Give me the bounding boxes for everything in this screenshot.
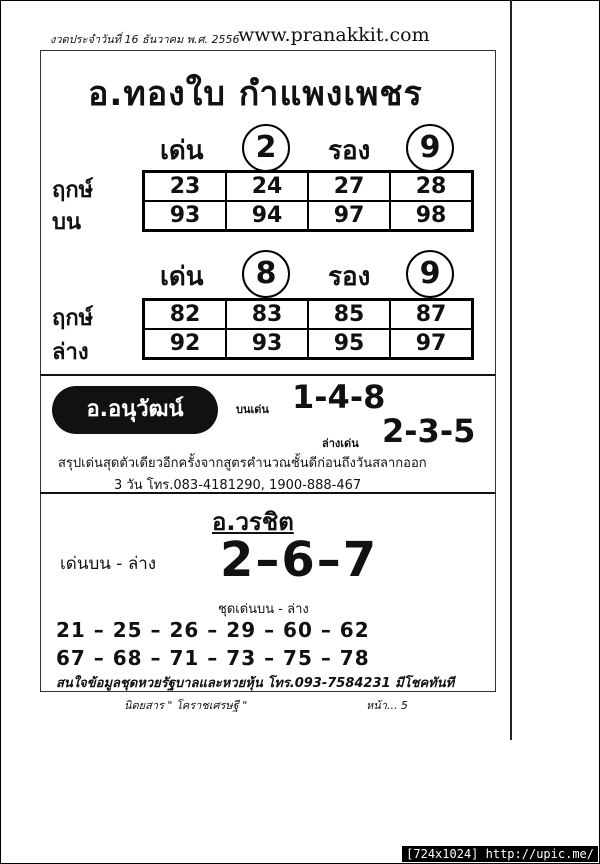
table-cell: 83 bbox=[226, 300, 308, 330]
table-cell: 85 bbox=[308, 300, 390, 330]
table-row bbox=[144, 201, 473, 231]
sub-label: รอง bbox=[328, 136, 371, 166]
table-cell: 87 bbox=[390, 300, 473, 330]
main-label: เด่นบน - ล่าง bbox=[60, 554, 157, 574]
scan-edge bbox=[510, 0, 512, 740]
table-cell: 82 bbox=[144, 300, 227, 330]
issue-date: งวดประจำวันที่ 16 ธันวาคม พ.ศ. 2556 bbox=[50, 33, 240, 46]
top-label: บนเด่น bbox=[236, 403, 269, 416]
set-label: ชุดเด่นบน - ล่าง bbox=[218, 602, 309, 617]
main-label: เด่น bbox=[160, 136, 204, 166]
table-row bbox=[144, 329, 473, 359]
table-cell: 23 bbox=[144, 172, 227, 202]
author-badge: อ.อนุวัฒน์ bbox=[52, 386, 218, 434]
table-cell: 92 bbox=[144, 329, 227, 359]
section-divider bbox=[40, 374, 495, 376]
bottom-value: 2-3-5 bbox=[382, 412, 476, 450]
upload-badge: [724x1024] http://upic.me/ bbox=[402, 846, 598, 862]
section3-title: อ.วรชิต bbox=[212, 508, 294, 536]
table-cell: 27 bbox=[308, 172, 390, 202]
main-label: เด่น bbox=[160, 262, 204, 292]
number-row: 67 – 68 – 71 – 73 – 75 – 78 bbox=[56, 646, 370, 670]
row-label: ล่าง bbox=[52, 340, 89, 365]
table-cell: 93 bbox=[144, 201, 227, 231]
bottom-label: ล่างเด่น bbox=[322, 437, 359, 450]
table-row bbox=[144, 172, 473, 202]
page-number: หน้า... 5 bbox=[366, 699, 408, 712]
sub-label: รอง bbox=[328, 262, 371, 292]
main-digit: 2 bbox=[242, 124, 290, 172]
site-url[interactable]: www.pranakkit.com bbox=[238, 24, 430, 46]
row-label: ฤกษ์ bbox=[52, 306, 94, 331]
table-cell: 97 bbox=[390, 329, 473, 359]
row-label: ฤกษ์ bbox=[52, 178, 94, 203]
number-table bbox=[142, 170, 474, 232]
table-cell: 28 bbox=[390, 172, 473, 202]
table-row bbox=[144, 300, 473, 330]
sub-digit: 9 bbox=[406, 124, 454, 172]
magazine-name: นิตยสาร " โคราชเศรษฐี " bbox=[124, 699, 248, 712]
row-label: บน bbox=[52, 210, 82, 235]
section1-title: อ.ทองใบ กำแพงเพชร bbox=[88, 74, 423, 114]
table-cell: 24 bbox=[226, 172, 308, 202]
table-cell: 98 bbox=[390, 201, 473, 231]
table-cell: 93 bbox=[226, 329, 308, 359]
table-cell: 97 bbox=[308, 201, 390, 231]
phone-line: 3 วัน โทร.083-4181290, 1900-888-467 bbox=[114, 478, 362, 493]
summary-note: สรุปเด่นสุดตัวเดียวอีกครั้งจากสูตรคำนวณชั้นดีก่อนถึงวันสลากออก bbox=[58, 456, 427, 471]
contact-line: สนใจข้อมูลชุดหวยรัฐบาลและหวยหุ้น โทร.093-7584231 มีโชคทันที bbox=[56, 676, 455, 691]
sub-digit: 9 bbox=[406, 250, 454, 298]
number-table bbox=[142, 298, 474, 360]
top-value: 1-4-8 bbox=[292, 378, 386, 416]
table-cell: 94 bbox=[226, 201, 308, 231]
main-value: 2–6–7 bbox=[220, 532, 379, 588]
table-cell: 95 bbox=[308, 329, 390, 359]
number-row: 21 – 25 – 26 – 29 – 60 – 62 bbox=[56, 618, 370, 642]
main-digit: 8 bbox=[242, 250, 290, 298]
